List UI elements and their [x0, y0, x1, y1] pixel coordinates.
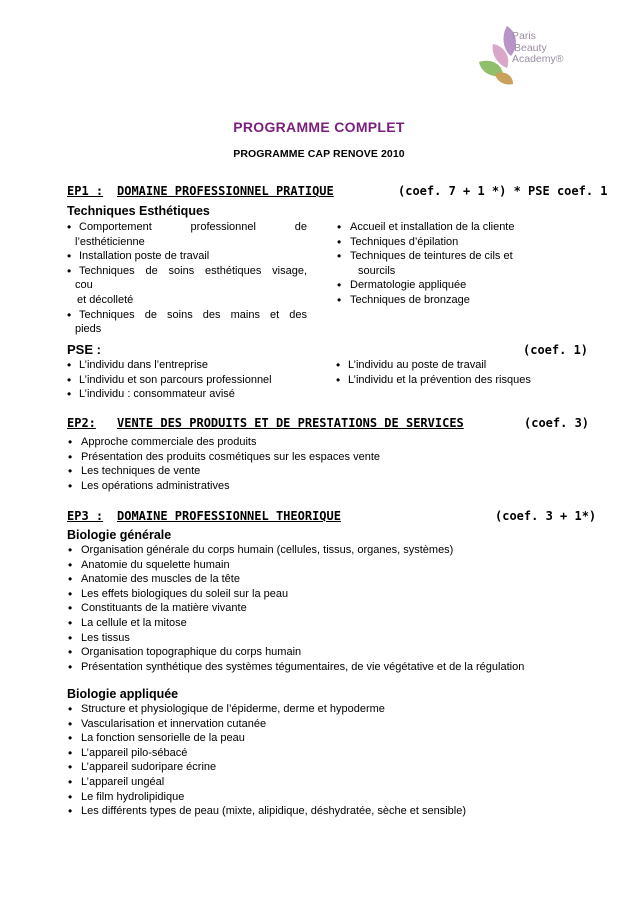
list-item: • Constituants de la matière vivante [67, 601, 607, 616]
list-item: • Dermatologie appliquée [336, 278, 586, 293]
list-item: • L’individu et son parcours professionnel [67, 373, 327, 388]
pse-label: PSE : [67, 342, 101, 357]
pse-coef: (coef. 1) [523, 343, 589, 357]
list-item: • L’appareil ungéal [67, 775, 607, 790]
ep1-code: EP1 : [67, 184, 104, 198]
list-item: • L’appareil sudoripare écrine [67, 760, 607, 775]
list-item: • Les techniques de vente [67, 464, 587, 479]
ep2-label: VENTE DES PRODUITS ET DE PRESTATIONS DE SERVICES [117, 416, 464, 430]
logo-line-1: Paris [512, 30, 536, 42]
list-item: • Comportement professionnel de l’esthéticienne [67, 220, 307, 249]
page-subtitle: PROGRAMME CAP RENOVE 2010 [233, 148, 405, 160]
logo-wordmark [512, 31, 564, 66]
ep2-coef: (coef. 3) [524, 416, 590, 430]
list-item: • Anatomie du squelette humain [67, 558, 607, 573]
logo-leaf-gold [495, 72, 513, 84]
list-item: • Présentation synthétique des systèmes tégumentaires, de vie végétative et de la régulation [67, 660, 607, 675]
list-item: • Organisation générale du corps humain (cellules, tissus, organes, systèmes) [67, 543, 607, 558]
list-item: • L’individu dans l’entreprise [67, 358, 327, 373]
list-item: • Approche commerciale des produits [67, 435, 587, 450]
list-item: • Présentation des produits cosmétiques sur les espaces vente [67, 450, 587, 465]
list-item: • La fonction sensorielle de la peau [67, 731, 607, 746]
ep3-code: EP3 : [67, 509, 104, 523]
ep1-left-list [67, 220, 307, 337]
bio-gen-heading: Biologie générale [67, 528, 172, 542]
logo-line-2: Beauty [514, 41, 547, 54]
list-item: • L’individu : consommateur avisé [67, 387, 327, 402]
pse-right-list [336, 358, 596, 387]
list-item: • Organisation topographique du corps humain [67, 645, 607, 660]
list-item: • Le film hydrolipidique [67, 790, 607, 805]
page-title: PROGRAMME COMPLET [233, 119, 405, 135]
bio-app-heading: Biologie appliquée [67, 687, 179, 701]
list-item: • Les différents types de peau (mixte, alipidique, déshydratée, sèche et sensible) [67, 804, 607, 819]
list-item: • Accueil et installation de la cliente [336, 220, 586, 235]
ep3-label: DOMAINE PROFESSIONNEL THEORIQUE [117, 509, 341, 523]
ep2-code: EP2: [67, 416, 96, 430]
list-item: • Les tissus [67, 631, 607, 646]
ep1-label: DOMAINE PROFESSIONNEL PRATIQUE [117, 184, 334, 198]
list-item: • L’appareil pilo-sébacé [67, 746, 607, 761]
ep1-coef: (coef. 7 + 1 *) * PSE coef. 1 [398, 184, 608, 198]
list-item: • Techniques de bronzage [336, 293, 586, 308]
list-item: • Structure et physiologique de l’épiderme, derme et hypoderme [67, 702, 607, 717]
ep1-subheading: Techniques Esthétiques [67, 204, 210, 218]
list-item: • L’individu et la prévention des risques [336, 373, 596, 388]
list-item: • Techniques d’épilation [336, 235, 586, 250]
bio-gen-list [67, 543, 607, 674]
list-item: • Vascularisation et innervation cutanée [67, 717, 607, 732]
pse-left-list [67, 358, 327, 402]
ep1-right-list [336, 220, 586, 308]
list-item: • Techniques de soins des mains et des pieds [67, 308, 307, 337]
list-item: • Installation poste de travail [67, 249, 307, 264]
list-item: • Les effets biologiques du soleil sur la peau [67, 587, 607, 602]
ep2-list [67, 435, 587, 493]
bio-app-list [67, 702, 607, 819]
list-item: • Techniques de teintures de cils et sourcils [336, 249, 586, 278]
list-item: • La cellule et la mitose [67, 616, 607, 631]
list-item: • Les opérations administratives [67, 479, 587, 494]
logo-line-3: Academy® [512, 53, 564, 65]
list-item: • Techniques de soins esthétiques visage, cou et décolleté [67, 264, 307, 308]
list-item: • L’individu au poste de travail [336, 358, 596, 373]
ep3-coef: (coef. 3 + 1*) [495, 509, 597, 523]
list-item: • Anatomie des muscles de la tête [67, 572, 607, 587]
